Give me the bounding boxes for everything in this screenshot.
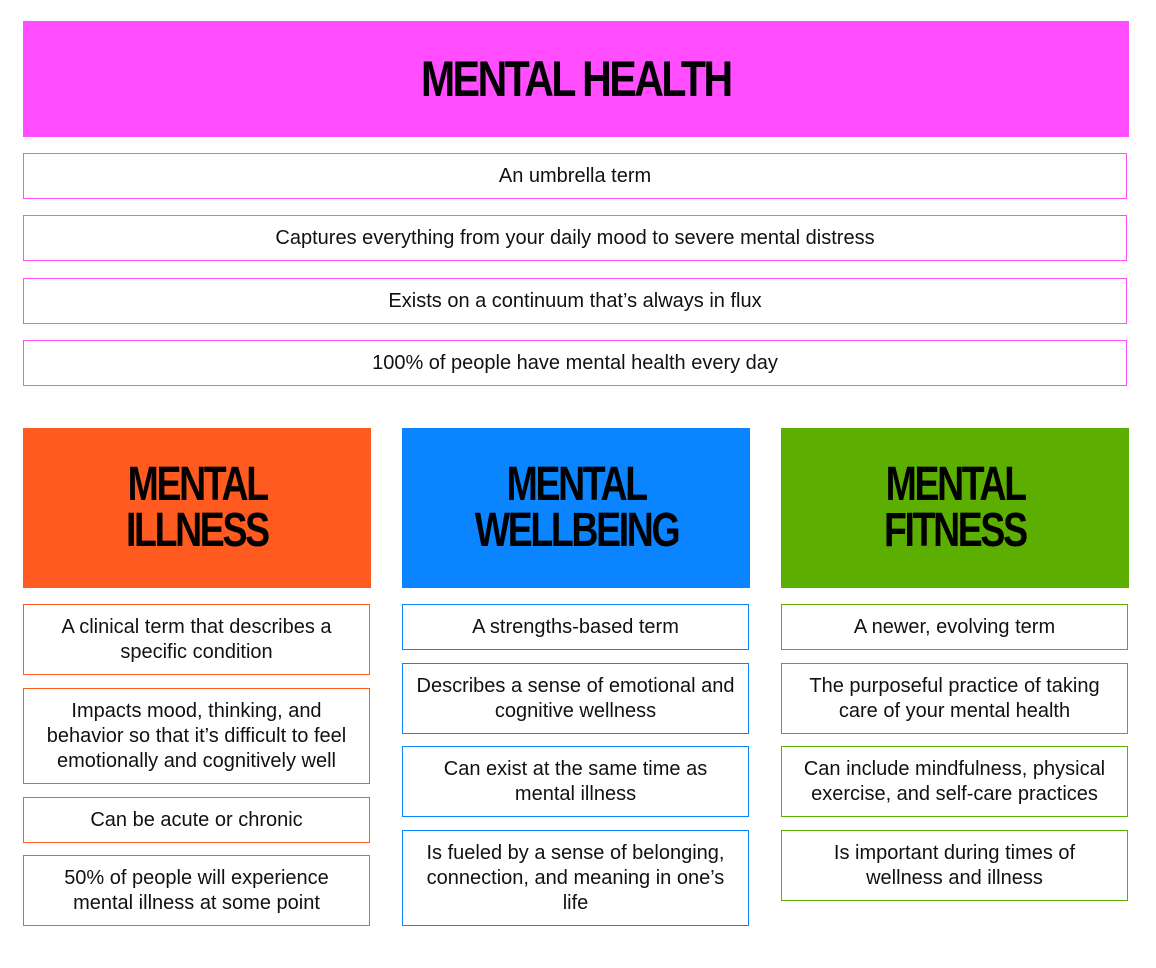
mental-wellbeing-title-line1: MENTAL [506, 458, 646, 511]
mental-health-title: MENTAL HEALTH [421, 51, 731, 107]
mental-wellbeing-item: Describes a sense of emotional and cognitive wellness [402, 663, 749, 734]
mental-health-item: Captures everything from your daily mood to severe mental distress [23, 215, 1127, 261]
mental-fitness-header [781, 428, 1129, 588]
mental-wellbeing-item: Can exist at the same time as mental illness [402, 746, 749, 817]
mental-fitness-item: A newer, evolving term [781, 604, 1128, 650]
mental-fitness-item: Can include mindfulness, physical exercise, and self-care practices [781, 746, 1128, 817]
mental-wellbeing-item: Is fueled by a sense of belonging, connection, and meaning in one’s life [402, 830, 749, 926]
mental-fitness-item: The purposeful practice of taking care of your mental health [781, 663, 1128, 734]
mental-wellbeing-title-line2: WELLBEING [474, 504, 678, 557]
mental-fitness-item: Is important during times of wellness and illness [781, 830, 1128, 901]
mental-illness-item: Impacts mood, thinking, and behavior so that it’s difficult to feel emotionally and cognitively well [23, 688, 370, 784]
mental-wellbeing-item: A strengths-based term [402, 604, 749, 650]
mental-health-item: An umbrella term [23, 153, 1127, 199]
mental-illness-item: Can be acute or chronic [23, 797, 370, 843]
mental-illness-title-line2: ILLNESS [126, 504, 268, 557]
mental-fitness-title-line2: FITNESS [884, 504, 1026, 557]
mental-health-item: Exists on a continuum that’s always in flux [23, 278, 1127, 324]
mental-health-item: 100% of people have mental health every day [23, 340, 1127, 386]
mental-fitness-title-line1: MENTAL [885, 458, 1025, 511]
mental-illness-item: 50% of people will experience mental illness at some point [23, 855, 370, 926]
mental-health-header [23, 21, 1129, 137]
mental-illness-title-line1: MENTAL [127, 458, 267, 511]
mental-illness-item: A clinical term that describes a specific condition [23, 604, 370, 675]
mental-wellbeing-header [402, 428, 750, 588]
mental-illness-header [23, 428, 371, 588]
